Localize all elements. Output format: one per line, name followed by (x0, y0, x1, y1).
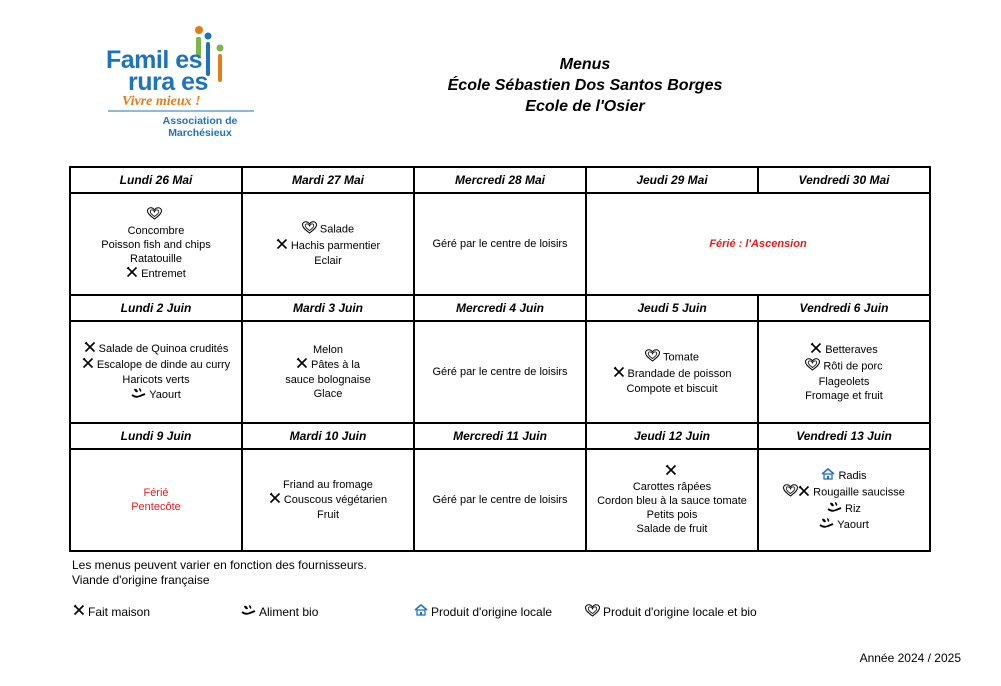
menu-item (587, 464, 757, 480)
menu-cell (758, 449, 930, 551)
fork-knife-icon (276, 238, 288, 254)
bio-hand-icon (241, 604, 256, 619)
holiday-label: Pentecôte (131, 501, 181, 513)
menu-item (759, 375, 929, 389)
menu-item-text: Yaourt (149, 388, 181, 401)
menu-item (243, 387, 413, 401)
menu-cell (70, 193, 242, 295)
day-header: Mardi 3 Juin (242, 295, 414, 321)
menu-item-text: Friand au fromage (283, 479, 373, 491)
title-menus: Menus (559, 56, 611, 73)
menu-item-text: Ratatouille (130, 252, 182, 265)
menu-item (71, 252, 241, 266)
menu-item (587, 522, 757, 536)
day-header: Lundi 26 Mai (70, 167, 242, 193)
logo-line-2: rura es (128, 68, 208, 96)
menu-cell (586, 321, 758, 423)
title-school-2: Ecole de l'Osier (525, 98, 645, 115)
menu-item (71, 238, 241, 252)
menu-item-text: Hachis parmentier (290, 239, 381, 252)
day-header: Jeudi 29 Mai (586, 167, 758, 193)
fork-knife-icon (296, 357, 308, 373)
menu-table (69, 166, 931, 552)
menu-cell (414, 193, 586, 295)
legend-label: Aliment bio (259, 604, 319, 619)
menu-item-text: Cordon bleu à la sauce tomate (597, 495, 747, 507)
menu-item-text: Rôti de porc (823, 359, 883, 372)
menu-cell (414, 449, 586, 551)
menu-item-text: Fromage et fruit (805, 389, 883, 402)
menu-item (415, 237, 585, 251)
menu-item (415, 365, 585, 379)
menu-item-text: Riz (845, 502, 861, 515)
menu-item (587, 508, 757, 522)
menu-cell (414, 321, 586, 423)
fork-knife-icon (126, 266, 138, 282)
notes (72, 558, 367, 588)
menu-item (759, 342, 929, 358)
menu-item (587, 382, 757, 396)
menu-item-text: Eclair (314, 254, 342, 267)
day-header: Lundi 9 Juin (70, 423, 242, 449)
menu-item-text: Géré par le centre de loisirs (432, 494, 568, 506)
menu-item (759, 468, 929, 484)
menu-cell (242, 321, 414, 423)
house-icon (821, 468, 835, 484)
heart-leaf-icon (147, 207, 162, 224)
menu-cell (70, 321, 242, 423)
bio-hand-icon (819, 517, 834, 533)
menu-item (759, 389, 929, 403)
menu-item-text: Melon (313, 344, 343, 356)
menu-item-text: Petits pois (646, 509, 698, 521)
menu-item-text: Fruit (317, 509, 339, 521)
menu-cell (242, 193, 414, 295)
menu-item-text: Flageolets (818, 375, 870, 388)
holiday-label: Férié (143, 487, 169, 499)
menu-item-text: Salade de Quinoa crudités (98, 342, 229, 355)
menu-cell (70, 449, 242, 551)
legend-produit-local (414, 604, 552, 619)
logo-association: Association de Marchésieux (162, 115, 238, 139)
day-header: Jeudi 5 Juin (586, 295, 758, 321)
menu-item-text: Radis (838, 469, 867, 482)
house-icon (414, 604, 428, 619)
holiday-label: Férié : l'Ascension (709, 238, 807, 250)
day-header: Mercredi 28 Mai (414, 167, 586, 193)
menu-item-text: sauce bolognaise (285, 374, 371, 386)
menu-cell (758, 321, 930, 423)
legend-label: Fait maison (88, 604, 151, 619)
school-year: Année 2024 / 2025 (859, 651, 961, 665)
day-header: Mercredi 11 Juin (414, 423, 586, 449)
menu-item-text: Salade (319, 222, 355, 235)
day-header: Mardi 27 Mai (242, 167, 414, 193)
day-header: Vendredi 30 Mai (758, 167, 930, 193)
fork-knife-icon (810, 342, 822, 358)
menu-item-text: Rougaille saucisse (813, 485, 905, 498)
menu-item-text: Betteraves (825, 343, 878, 356)
bio-hand-icon (131, 387, 146, 403)
menu-item-text: Brandade de poisson (627, 367, 732, 380)
menu-item (759, 501, 929, 517)
menu-item (71, 357, 241, 373)
menu-item-text: Concombre (127, 224, 185, 237)
menu-item (243, 373, 413, 387)
heart-leaf-icon (805, 358, 820, 375)
menu-item (71, 373, 241, 387)
fork-knife-icon (82, 357, 94, 373)
fork-knife-icon (665, 464, 677, 480)
menu-item-text: Tomate (662, 350, 700, 363)
menu-item (71, 207, 241, 224)
day-header-row (70, 167, 930, 193)
menu-item (587, 494, 757, 508)
title-school-1: École Sébastien Dos Santos Borges (447, 77, 723, 94)
menu-item (759, 358, 929, 375)
page-title (400, 54, 770, 117)
menu-item (71, 341, 241, 357)
legend-label: Produit d'origine locale et bio (603, 605, 757, 619)
legend-fait-maison (73, 604, 150, 619)
menu-item (243, 238, 413, 254)
menu-item-text: Yaourt (837, 518, 869, 531)
menu-item (587, 366, 757, 382)
menu-item-text: Couscous végétarien (283, 493, 388, 506)
menu-cell (242, 449, 414, 551)
menu-item (587, 480, 757, 494)
fork-knife-icon (84, 341, 96, 357)
heart-leaf-icon (645, 349, 660, 366)
menu-cell (586, 449, 758, 551)
menu-item (243, 508, 413, 522)
day-header: Lundi 2 Juin (70, 295, 242, 321)
menu-item (243, 478, 413, 492)
menu-row (70, 321, 930, 423)
heart-leaf-icon (302, 221, 317, 238)
menu-item-text: Salade de fruit (636, 523, 708, 535)
bio-hand-icon (827, 501, 842, 517)
menu-item (243, 357, 413, 373)
fork-knife-icon (613, 366, 625, 382)
menu-item (71, 266, 241, 282)
day-header: Vendredi 13 Juin (758, 423, 930, 449)
menu-item-text: Carottes râpées (632, 481, 712, 493)
menu-item-text: Entremet (141, 267, 186, 280)
menu-cell (586, 193, 930, 295)
note-meat-origin: Viande d'origine française (72, 573, 210, 587)
menu-item-text: Poisson fish and chips (101, 238, 211, 251)
menu-item (243, 221, 413, 238)
menu-item (415, 493, 585, 507)
menu-item-text: Géré par le centre de loisirs (432, 238, 568, 250)
fork-knife-icon (73, 604, 85, 619)
menu-item-text: Glace (313, 388, 343, 400)
menu-item-text: Compote et biscuit (626, 382, 718, 395)
day-header: Mardi 10 Juin (242, 423, 414, 449)
menu-table-body (70, 167, 930, 551)
menu-item (759, 484, 929, 501)
heart-fork-icon (783, 484, 810, 501)
menu-item (243, 254, 413, 268)
logo-line-1: Famil es (106, 46, 203, 74)
menu-item-text: Pâtes à la (311, 358, 360, 371)
menu-item-text: Escalope de dinde au curry (96, 358, 231, 371)
day-header: Mercredi 4 Juin (414, 295, 586, 321)
familles-rurales-logo (104, 24, 264, 142)
menu-item (587, 349, 757, 366)
day-header-row (70, 295, 930, 321)
note-suppliers: Les menus peuvent varier en fonction des fournisseurs. (72, 558, 367, 572)
heart-leaf-icon (585, 604, 600, 620)
menu-item (71, 224, 241, 238)
menu-item-text: Haricots verts (122, 374, 190, 386)
day-header: Jeudi 12 Juin (586, 423, 758, 449)
fork-knife-icon (269, 492, 281, 508)
menu-item (759, 517, 929, 533)
menu-item (243, 343, 413, 357)
day-header-row (70, 423, 930, 449)
menu-item-text: Géré par le centre de loisirs (432, 366, 568, 378)
legend-label: Produit d'origine locale (431, 604, 553, 619)
day-header: Vendredi 6 Juin (758, 295, 930, 321)
legend-produit-local-bio (585, 604, 757, 620)
menu-item (71, 387, 241, 403)
menu-item (243, 492, 413, 508)
menu-row (70, 449, 930, 551)
legend-aliment-bio (241, 604, 318, 619)
menu-row (70, 193, 930, 295)
logo-slogan: Vivre mieux ! (122, 94, 201, 109)
